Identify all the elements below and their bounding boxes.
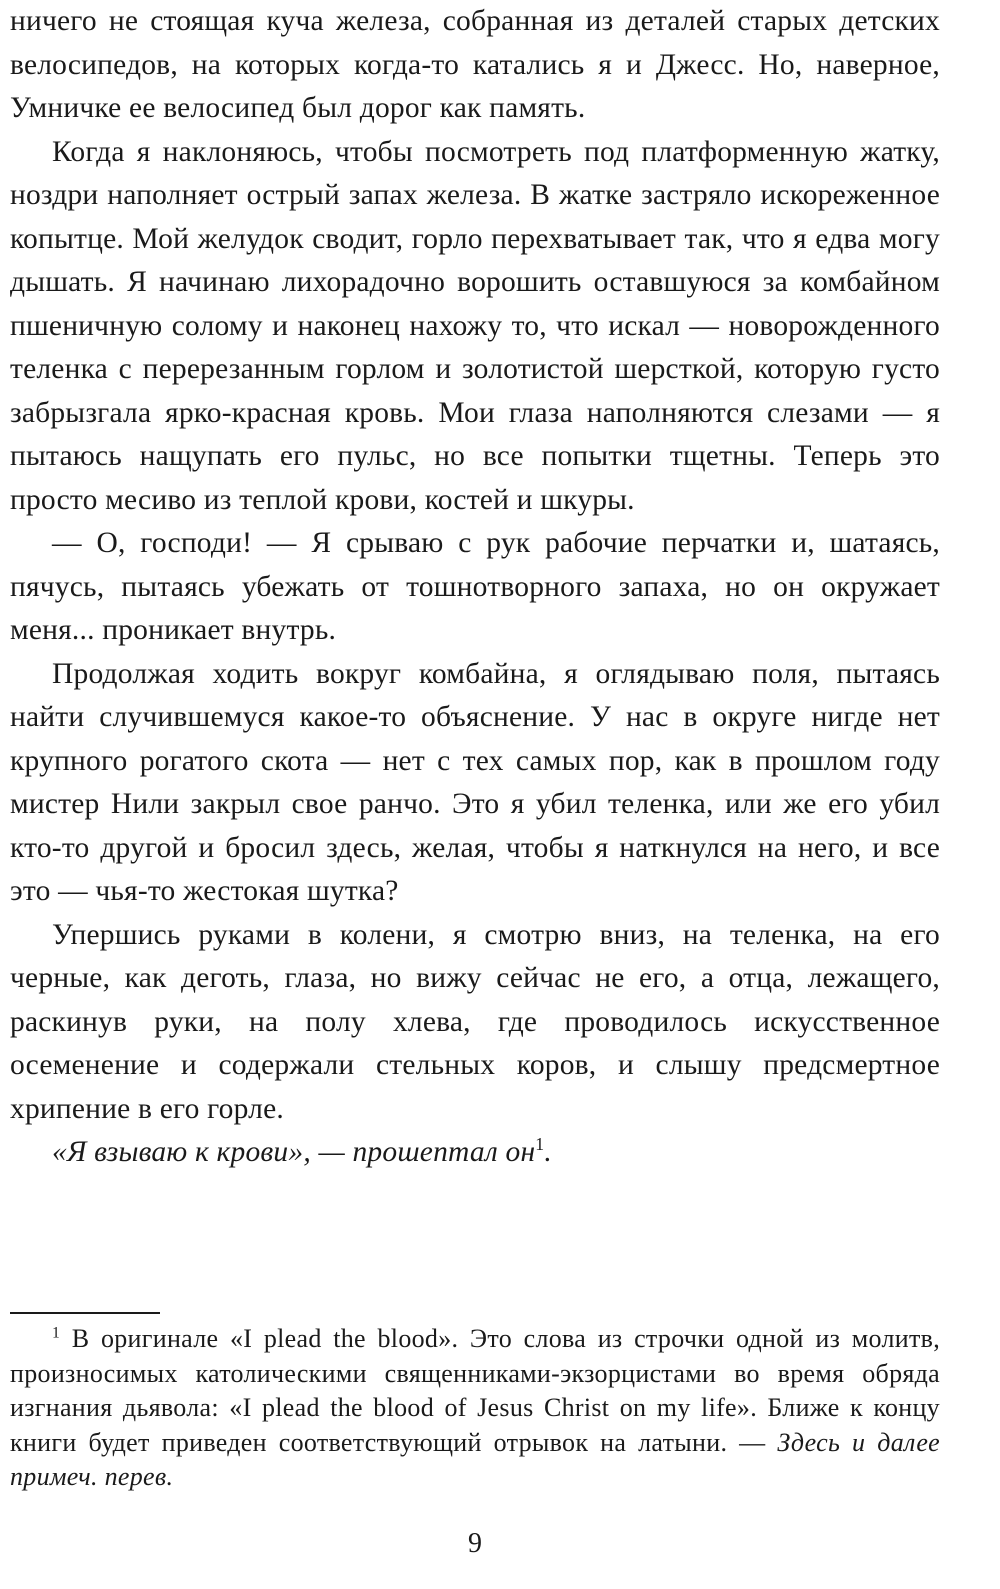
paragraph: Продолжая ходить вокруг комбайна, я оглядываю поля, пытаясь найти случившемуся какое-то объяснение. У нас в округе нигде нет крупного рогатого скота — нет с тех самых пор, как в прошлом году мистер Нили закрыл свое ранчо. Это я убил теленка, или же его убил кто-то другой и бросил здесь, желая, чтобы я наткнулся на него, и все это — чья-то жестокая шутка?: [10, 657, 940, 907]
footnote-marker: 1: [52, 1324, 61, 1342]
footnote-paragraph: [10, 1322, 940, 1495]
quote-end: .: [544, 1136, 552, 1168]
footnote-reference[interactable]: 1: [535, 1134, 545, 1155]
quote-line: [10, 1131, 940, 1175]
translator-note: Здесь и далее примеч. перев.: [10, 1427, 940, 1491]
footnote: [10, 1322, 940, 1495]
main-text: [10, 0, 940, 1175]
paragraph: ничего не стоящая куча железа, собранная из деталей старых детских велосипедов, на которых когда-то катались я и Джесс. Но, наверное, Умничке ее велосипед был дорог как память.: [10, 5, 940, 124]
quote-text: «Я взываю к крови», — прошептал он: [52, 1136, 536, 1168]
page-number: 9: [468, 1528, 482, 1559]
page-body: [10, 0, 940, 1175]
footnote-divider: [10, 1312, 160, 1314]
paragraph: Упершись руками в колени, я смотрю вниз, на теленка, на его черные, как деготь, глаза, но вижу сейчас не его, а отца, лежащего, раскинув руки, на полу хлева, где проводилось искусственное осеменение и содержали стельных коров, и слышу предсмертное хрипение в его горле.: [10, 918, 940, 1125]
paragraph: — О, господи! — Я срываю с рук рабочие перчатки и, шатаясь, пячусь, пытаясь убежать от тошнотворного запаха, но он окружает меня... проникает внутрь.: [10, 527, 940, 646]
paragraph: Когда я наклоняюсь, чтобы посмотреть под платформенную жатку, ноздри наполняет острый запах железа. В жатке застряло искореженное копытце. Мой желудок сводит, горло перехватывает так, что я едва могу дышать. Я начинаю лихорадочно ворошить оставшуюся за комбайном пшеничную солому и наконец нахожу то, что искал — новорожденного теленка с перерезанным горлом и золотистой шерсткой, которую густо забрызгала ярко-красная кровь. Мои глаза наполняются слезами — я пытаюсь нащупать его пульс, но все попытки тщетны. Теперь это просто месиво из теплой крови, костей и шкуры.: [10, 135, 940, 516]
footnote-text: В оригинале «I plead the blood». Это слова из строчки одной из молитв, произносимых католическими священниками-экзорцистами во время обряда изгнания дьявола: «I plead the blood of Jesus Christ on my life». Ближе к концу книги будет приведен соответствующий отрывок на латыни. —: [10, 1324, 940, 1457]
